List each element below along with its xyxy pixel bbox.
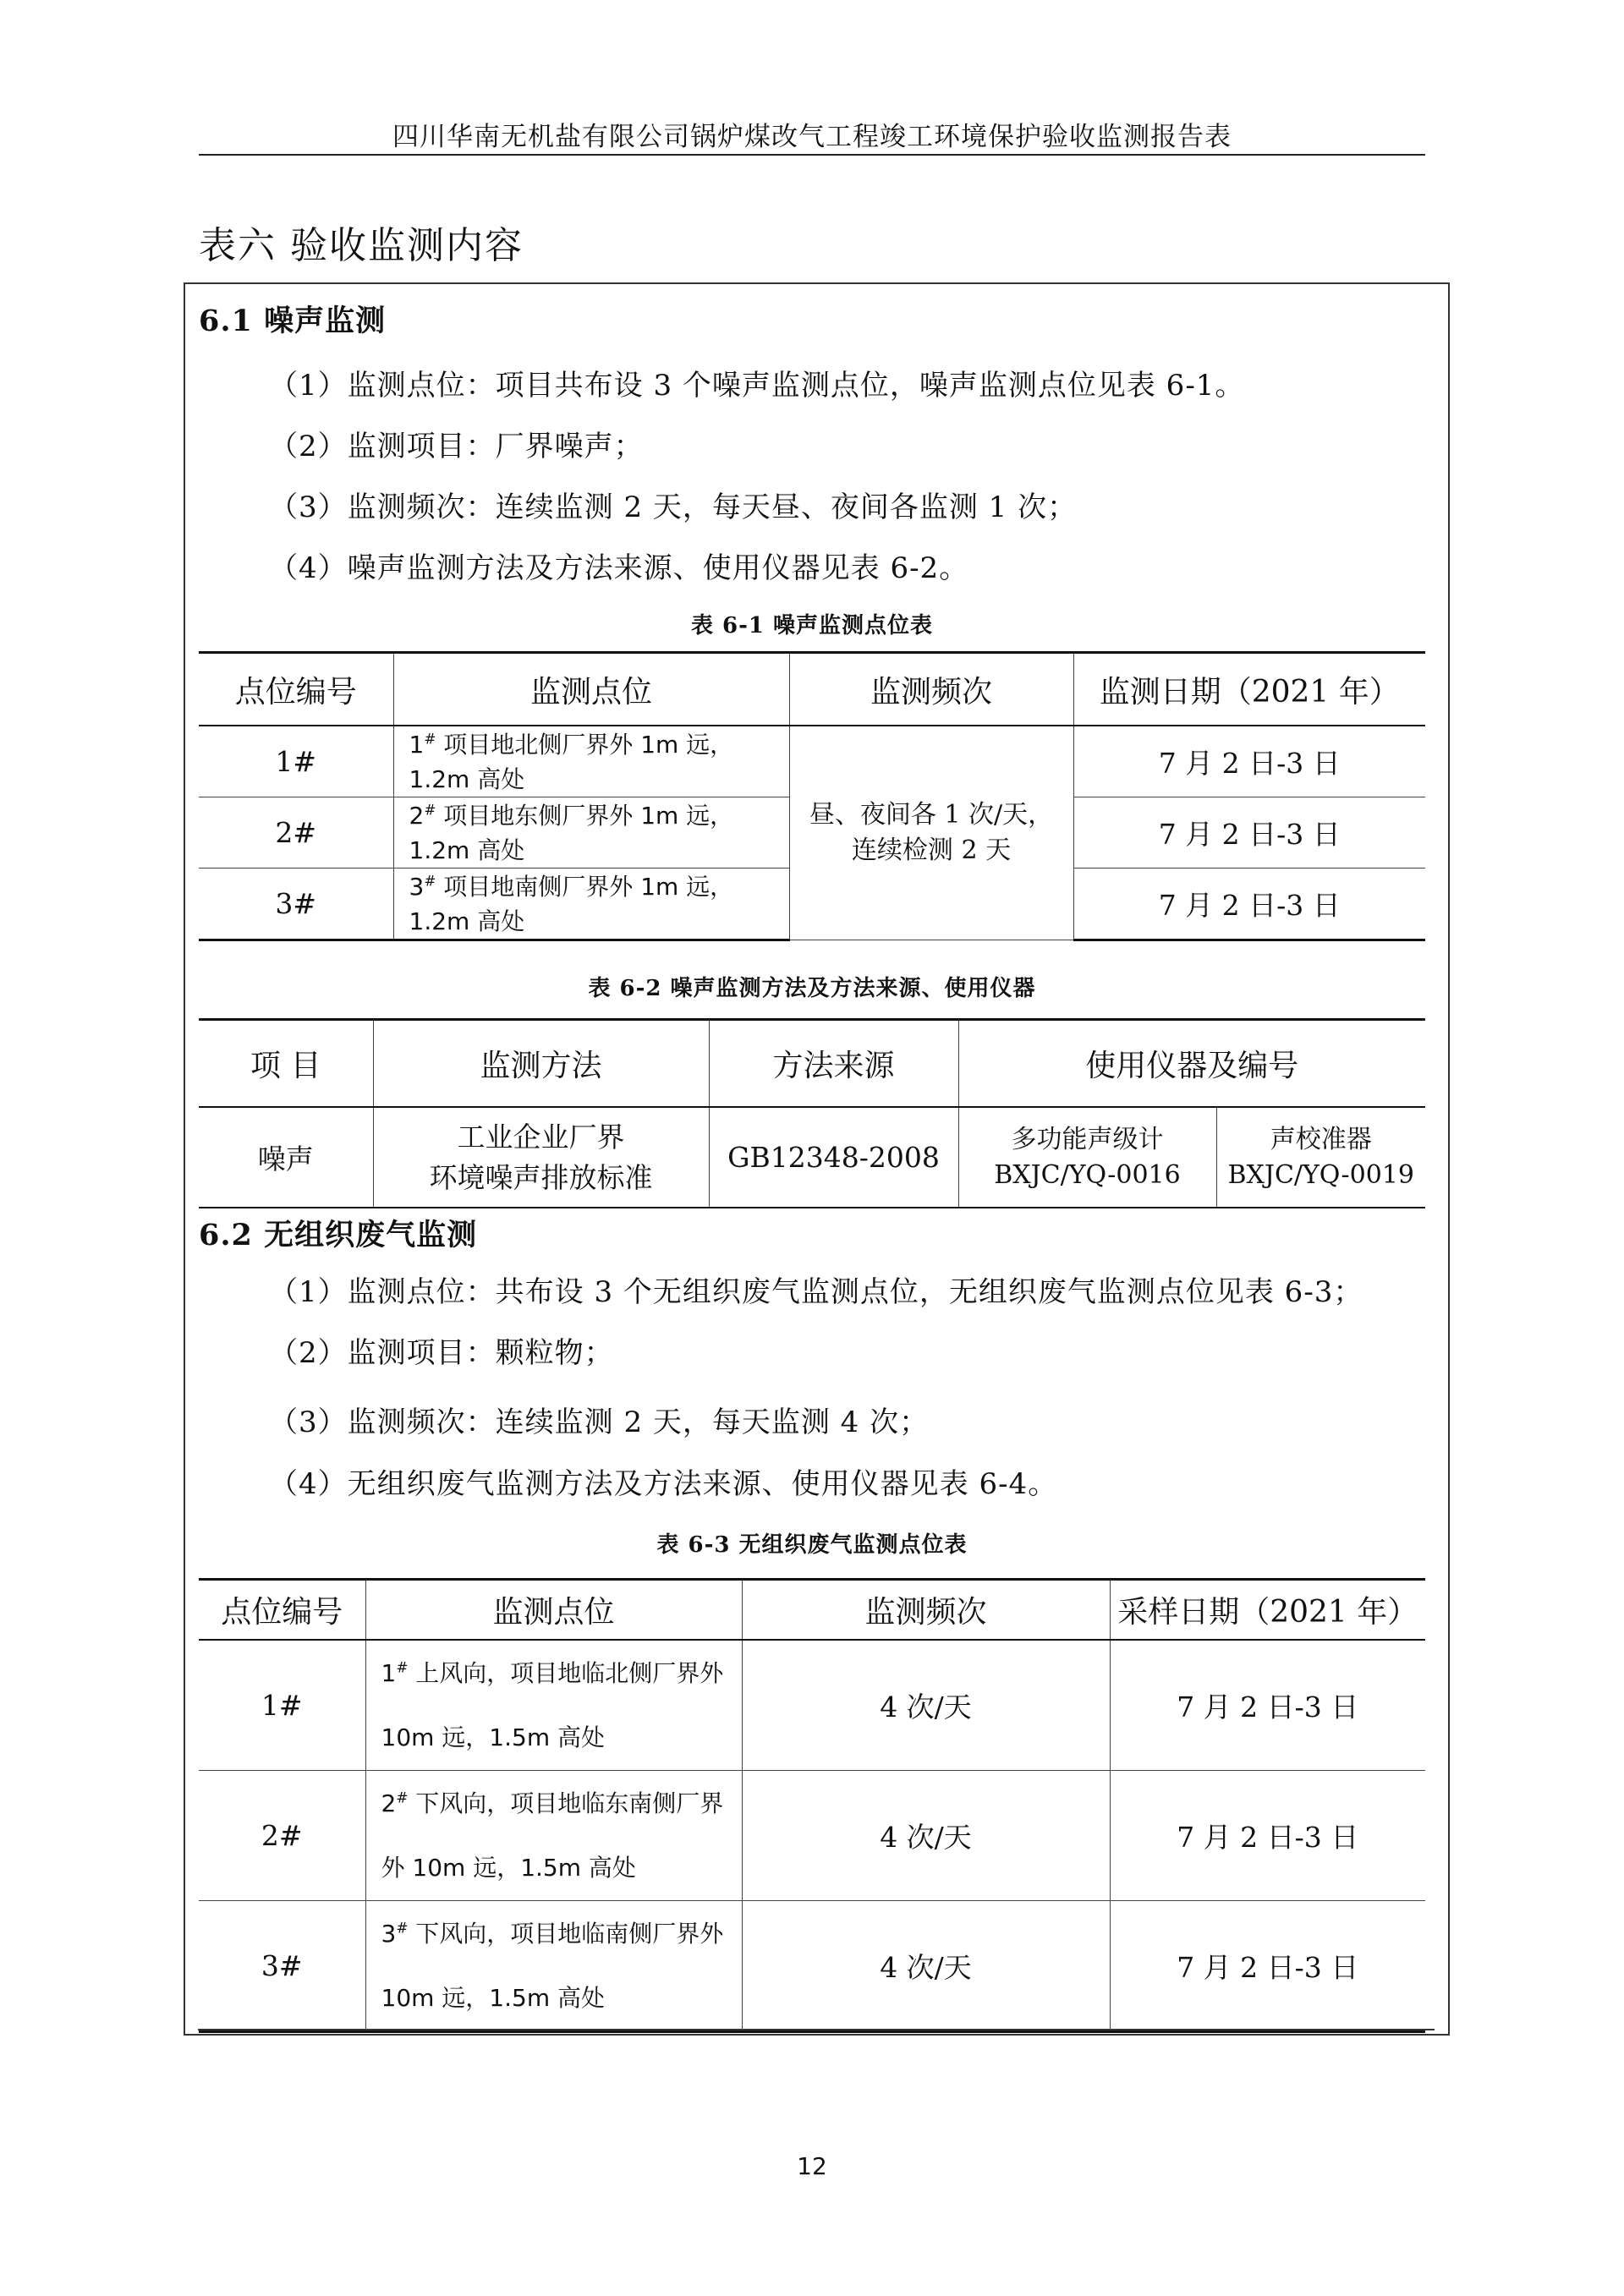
- table-row: [199, 1901, 1425, 2032]
- table-header-row: [199, 1020, 1425, 1108]
- point-id: 1#: [199, 726, 393, 797]
- monitoring-frequency: 4 次/天: [742, 1901, 1110, 2032]
- page-number: 12: [797, 2152, 827, 2180]
- table-6-2-caption: 表 6-2 噪声监测方法及方法来源、使用仪器: [588, 976, 1036, 1001]
- header-rule: [199, 154, 1425, 156]
- table-header-row: [199, 653, 1425, 726]
- noise-paragraph: （4）噪声监测方法及方法来源、使用仪器见表 6-2。: [269, 551, 969, 585]
- column-header: 监测日期（2021 年）: [1073, 653, 1425, 726]
- column-header: 点位编号: [199, 1580, 365, 1641]
- point-id: 3#: [199, 1901, 365, 2032]
- gas-section-title: 6.2 无组织废气监测: [199, 1218, 478, 1252]
- column-header: 方法来源: [709, 1020, 958, 1108]
- column-header: 使用仪器及编号: [958, 1020, 1425, 1108]
- table-row: [199, 1107, 1425, 1208]
- instrument-calibrator: [1216, 1107, 1425, 1208]
- monitoring-date: 7 月 2 日-3 日: [1073, 726, 1425, 797]
- point-location-text: 上风向，项目地临北侧厂界外 10m 远，1.5m 高处: [381, 1658, 724, 1751]
- instrument-name: 多功能声级计: [1011, 1124, 1164, 1154]
- gas-points-table: [199, 1578, 1425, 2033]
- point-mark: #: [396, 1658, 409, 1676]
- point-location-text: 项目地南侧厂界外 1m 远，1.2m 高处: [409, 872, 734, 935]
- point-number: 1: [409, 730, 425, 759]
- sampling-date: 7 月 2 日-3 日: [1110, 1640, 1425, 1771]
- instrument-sound-level-meter: [958, 1107, 1216, 1208]
- section-title: 表六 验收监测内容: [199, 224, 524, 267]
- point-id: 2#: [199, 797, 393, 869]
- noise-paragraph: （3）监测频次：连续监测 2 天，每天昼、夜间各监测 1 次；: [269, 490, 1078, 524]
- method-source: GB12348-2008: [709, 1107, 958, 1208]
- point-id: 3#: [199, 869, 393, 940]
- point-mark: #: [396, 1789, 409, 1806]
- noise-paragraph: （2）监测项目：厂界噪声；: [269, 430, 644, 463]
- point-number: 3: [409, 872, 425, 901]
- monitoring-item: 噪声: [199, 1107, 373, 1208]
- sampling-date: 7 月 2 日-3 日: [1110, 1771, 1425, 1901]
- point-location: [393, 726, 789, 797]
- point-location: [365, 1901, 742, 2032]
- point-location: [365, 1771, 742, 1901]
- point-number: 2: [409, 801, 425, 830]
- column-header: 采样日期（2021 年）: [1110, 1580, 1425, 1641]
- instrument-code: BXJC/YQ-0016: [994, 1159, 1181, 1190]
- point-mark: #: [424, 872, 436, 890]
- table-6-3-caption: 表 6-3 无组织废气监测点位表: [656, 1532, 968, 1558]
- table-row: [199, 1640, 1425, 1771]
- table-row: [199, 1771, 1425, 1901]
- monitoring-method: [373, 1107, 709, 1208]
- column-header: 点位编号: [199, 653, 393, 726]
- noise-section-title: 6.1 噪声监测: [199, 304, 387, 338]
- point-location-text: 下风向，项目地临东南侧厂界外 10m 远，1.5m 高处: [381, 1789, 724, 1882]
- point-number: 1: [381, 1658, 397, 1687]
- method-line: 工业企业厂界: [457, 1120, 625, 1153]
- gas-paragraph: （3）监测频次：连续监测 2 天，每天监测 4 次；: [269, 1406, 930, 1439]
- column-header: 监测方法: [373, 1020, 709, 1108]
- noise-paragraph: （1）监测点位：项目共布设 3 个噪声监测点位，噪声监测点位见表 6-1。: [269, 369, 1245, 403]
- gas-paragraph: （2）监测项目：颗粒物；: [269, 1336, 614, 1370]
- point-location-text: 下风向，项目地临南侧厂界外 10m 远，1.5m 高处: [381, 1919, 724, 2012]
- sampling-date: 7 月 2 日-3 日: [1110, 1901, 1425, 2032]
- point-id: 1#: [199, 1640, 365, 1771]
- point-mark: #: [396, 1919, 409, 1937]
- point-location-text: 项目地东侧厂界外 1m 远，1.2m 高处: [409, 801, 734, 864]
- point-location: [393, 797, 789, 869]
- column-header: 监测频次: [789, 653, 1073, 726]
- monitoring-frequency: 昼、夜间各 1 次/天，连续检测 2 天: [789, 726, 1073, 940]
- instrument-name: 声校准器: [1270, 1124, 1372, 1154]
- gas-paragraph: （4）无组织废气监测方法及方法来源、使用仪器见表 6-4。: [269, 1467, 1058, 1501]
- point-location-text: 项目地北侧厂界外 1m 远，1.2m 高处: [409, 730, 734, 793]
- point-number: 3: [381, 1919, 397, 1948]
- monitoring-date: 7 月 2 日-3 日: [1073, 797, 1425, 869]
- point-mark: #: [424, 801, 436, 819]
- table-header-row: [199, 1580, 1425, 1641]
- monitoring-frequency: 4 次/天: [742, 1640, 1110, 1771]
- point-id: 2#: [199, 1771, 365, 1901]
- noise-points-table: [199, 651, 1425, 941]
- instrument-code: BXJC/YQ-0019: [1227, 1159, 1414, 1190]
- point-mark: #: [424, 730, 436, 748]
- method-line: 环境噪声排放标准: [429, 1160, 653, 1194]
- gas-paragraph: （1）监测点位：共布设 3 个无组织废气监测点位，无组织废气监测点位见表 6-3；: [269, 1275, 1363, 1309]
- point-location: [365, 1640, 742, 1771]
- column-header: 监测频次: [742, 1580, 1110, 1641]
- point-location: [393, 869, 789, 940]
- noise-method-table: [199, 1018, 1425, 1208]
- report-header-title: 四川华南无机盐有限公司锅炉煤改气工程竣工环境保护验收监测报告表: [392, 122, 1232, 152]
- monitoring-frequency: 4 次/天: [742, 1771, 1110, 1901]
- column-header: 项 目: [199, 1020, 373, 1108]
- point-number: 2: [381, 1789, 397, 1817]
- column-header: 监测点位: [365, 1580, 742, 1641]
- table-row: [199, 726, 1425, 797]
- column-header: 监测点位: [393, 653, 789, 726]
- table-6-1-caption: 表 6-1 噪声监测点位表: [690, 613, 934, 638]
- monitoring-date: 7 月 2 日-3 日: [1073, 869, 1425, 940]
